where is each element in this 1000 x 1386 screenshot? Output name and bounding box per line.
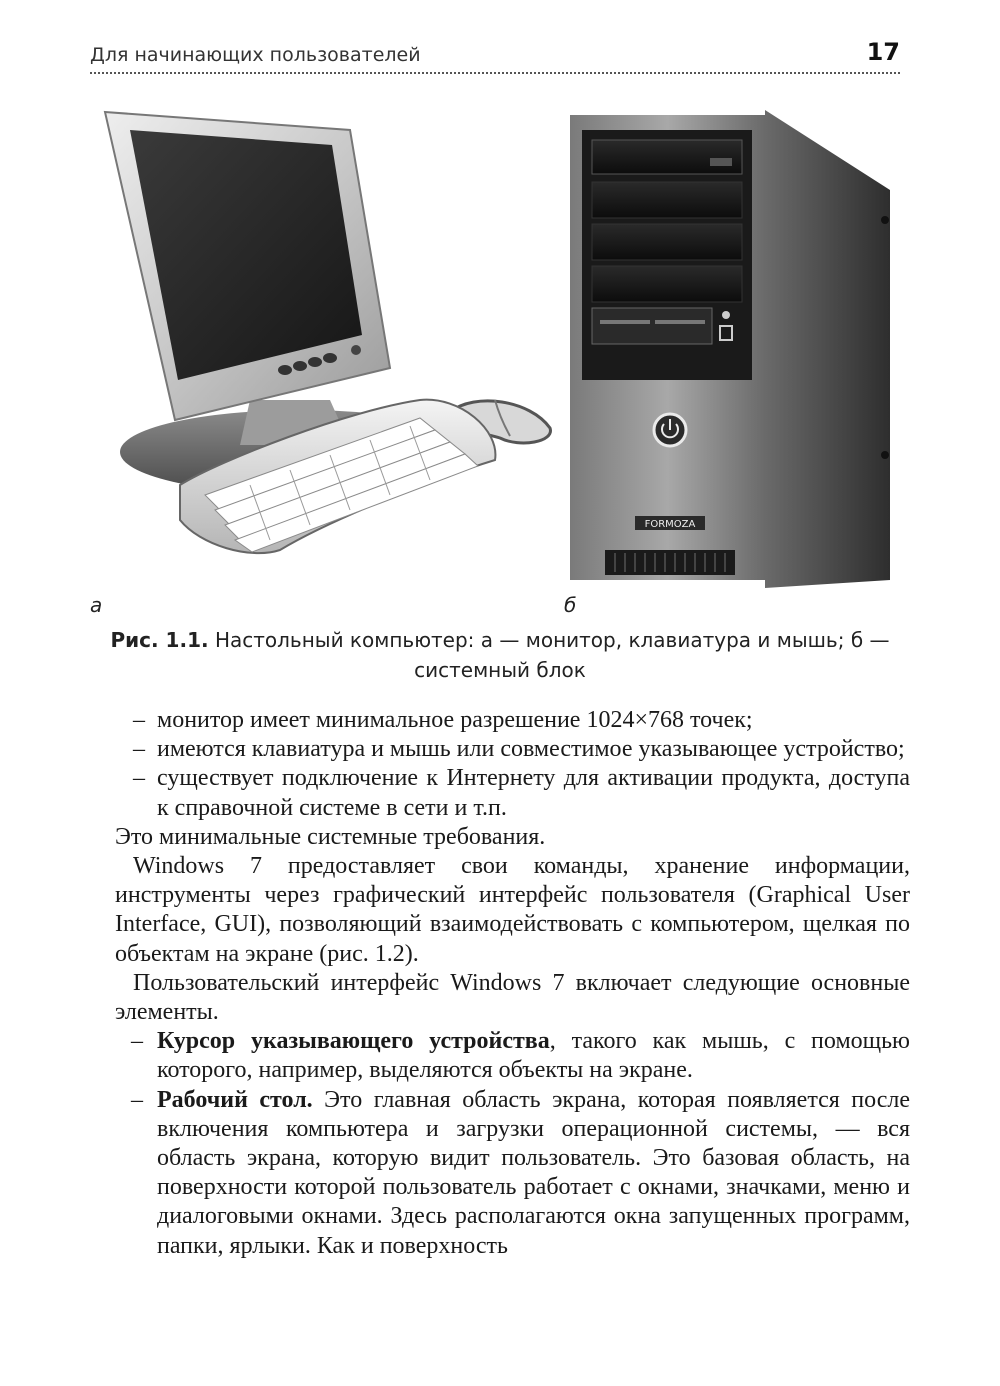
term: Курсор указывающего устройства <box>157 1028 550 1055</box>
term: Рабочий стол. <box>157 1086 313 1113</box>
list-item: – Рабочий стол. Это главная область экрана, которая появляется после включения компьютера и загрузки операционной системы, — вся область экрана, которую видит пользователь. Это базовая область, на поверхности которой пользователь работает с окнами, значками, меню и диалоговыми окнами. Здесь располагаются окна запущенных программ, папки, ярлыки. Как и поверхность <box>131 1086 910 1259</box>
list-item: – имеются клавиатура и мышь или совместимое указывающее устройство; <box>133 736 905 763</box>
caption-text: Настольный компьютер: а — монитор, клавиатура и мышь; б — системный блок <box>214 628 890 682</box>
paragraph: Пользовательский интерфейс Windows 7 включает следующие основные элементы. <box>115 969 910 1026</box>
drive-bay-1 <box>592 182 742 218</box>
case-brand-label: FORMOZA <box>644 519 696 530</box>
system-unit-illustration <box>560 110 910 590</box>
figure-caption <box>90 625 910 685</box>
body-text <box>115 706 910 1261</box>
figure-desktop-computer <box>90 100 910 620</box>
sub-label-a: а <box>90 593 103 617</box>
card-reader <box>592 308 712 344</box>
paragraph: Windows 7 предоставляет свои команды, хранение информации, инструменты через графический интерфейс пользователя (Graphical User Interface, GUI), позволяющий взаимодействовать с компьютером, щелкая по объектам на экране (рис. 1.2). <box>115 853 910 967</box>
running-title: Для начинающих пользователей <box>90 44 421 66</box>
case-side-panel <box>765 110 890 588</box>
list-item: – существует подключение к Интернету для активации продукта, доступа к справочной системе в сети и т.п. <box>133 765 910 821</box>
drive-bay-3 <box>592 266 742 302</box>
drive-bay-2 <box>592 224 742 260</box>
page-number: 17 <box>866 38 900 66</box>
list-item: – Курсор указывающего устройства, такого как мышь, с помощью которого, например, выделяются объекты на экране. <box>131 1028 910 1084</box>
sub-label-b: б <box>564 593 577 617</box>
running-header <box>90 38 900 74</box>
list-item: – монитор имеет минимальное разрешение 1024×768 точек; <box>133 707 753 733</box>
paragraph: Это минимальные системные требования. <box>115 823 546 850</box>
optical-drive <box>592 140 742 174</box>
monitor-keyboard-mouse-illustration <box>100 100 560 590</box>
caption-number: Рис. 1.1. <box>110 628 209 652</box>
